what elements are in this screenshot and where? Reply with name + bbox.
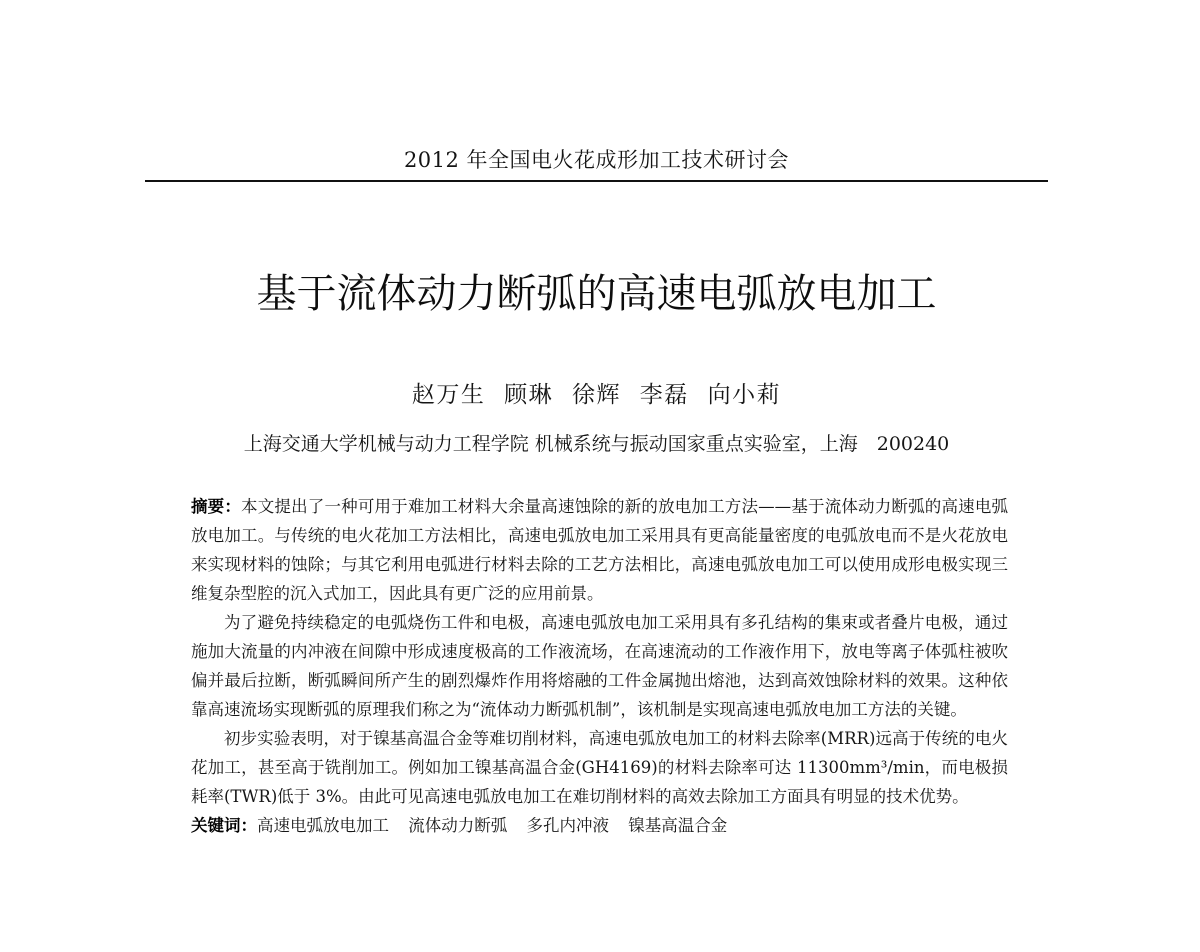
abstract-paragraph-1 xyxy=(191,492,1008,608)
keywords-label: 关键词： xyxy=(191,816,257,835)
header-rule xyxy=(145,180,1048,182)
abstract-paragraph-3: 初步实验表明，对于镍基高温合金等难切削材料，高速电弧放电加工的材料去除率(MRR)远高于传统的电火花加工，甚至高于铣削加工。例如加工镍基高温合金(GH4169)的材料去除率可达 11300mm³/min，而电极损耗率(TWR)低于 3%。由此可见高速电弧放电加工在难切削材料的高效去除加工方面具有明显的技术优势。 xyxy=(191,729,1008,806)
abstract-paragraph-2: 为了避免持续稳定的电弧烧伤工件和电极，高速电弧放电加工采用具有多孔结构的集束或者叠片电极，通过施加大流量的内冲液在间隙中形成速度极高的工作液流场，在高速流动的工作液作用下，放电等离子体弧柱被吹偏并最后拉断，断弧瞬间所产生的剧烈爆炸作用将熔融的工件金属抛出熔池，达到高效蚀除材料的效果。这种依靠高速流场实现断弧的原理我们称之为“流体动力断弧机制”，该机制是实现高速电弧放电加工方法的关键。 xyxy=(191,613,1008,719)
abstract xyxy=(191,492,1008,840)
running-header: 2012 年全国电火花成形加工技术研讨会 xyxy=(403,148,790,172)
abstract-label: 摘要： xyxy=(191,497,242,516)
abstract-text-1: 本文提出了一种可用于难加工材料大余量高速蚀除的新的放电加工方法——基于流体动力断弧的高速电弧放电加工。与传统的电火花加工方法相比，高速电弧放电加工采用具有更高能量密度的电弧放电而不是火花放电来实现材料的蚀除；与其它利用电弧进行材料去除的工艺方法相比，高速电弧放电加工可以使用成形电极实现三维复杂型腔的沉入式加工，因此具有更广泛的应用前景。 xyxy=(191,497,1009,603)
keywords-text: 高速电弧放电加工 流体动力断弧 多孔内冲液 镍基高温合金 xyxy=(257,816,728,835)
paper-title: 基于流体动力断弧的高速电弧放电加工 xyxy=(256,271,937,317)
keywords xyxy=(191,811,1008,840)
author-list: 赵万生 顾琳 徐辉 李磊 向小莉 xyxy=(411,382,782,408)
affiliation: 上海交通大学机械与动力工程学院 机械系统与振动国家重点实验室，上海 200240 xyxy=(243,433,950,455)
